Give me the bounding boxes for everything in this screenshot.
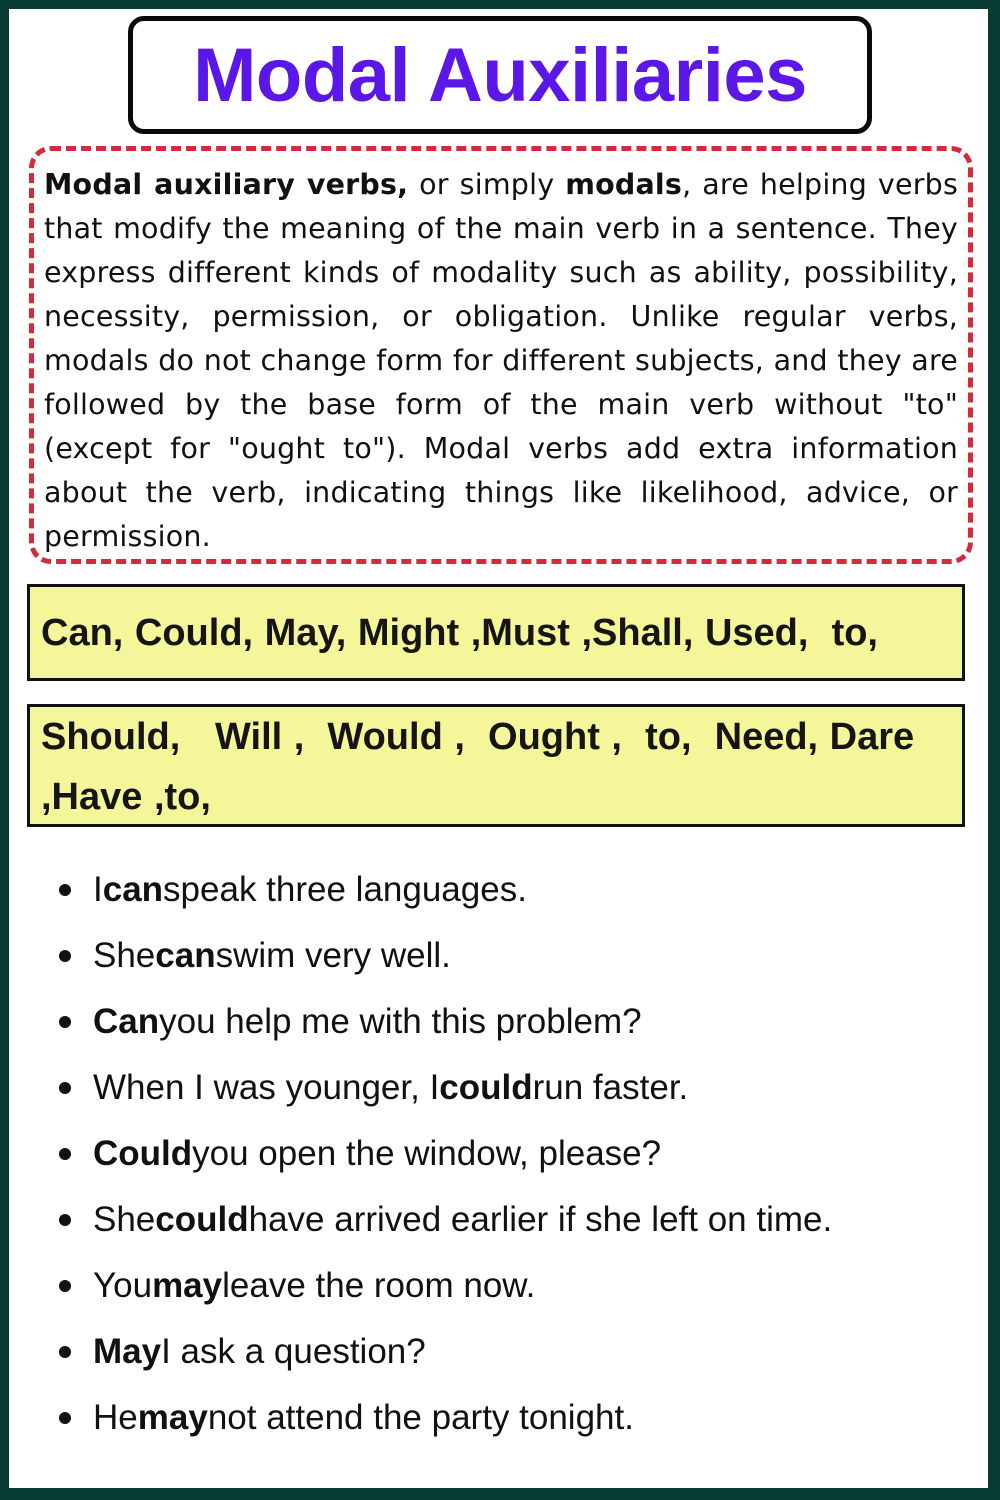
page	[9, 9, 988, 1488]
example-text: She	[93, 1200, 156, 1239]
definition-box	[29, 146, 973, 564]
bullet-icon	[59, 1280, 71, 1292]
example-modal: Can	[93, 1002, 160, 1041]
example-modal: Could	[93, 1134, 193, 1173]
example-modal: could	[439, 1068, 533, 1107]
example-text: you help me with this problem?	[159, 1002, 642, 1041]
example-text: You	[93, 1266, 153, 1305]
example-text: swim very well.	[215, 936, 451, 975]
modal-list-text: Can, Could, May, Might ,Must ,Shall, Used, to,	[41, 612, 878, 654]
list-item	[55, 857, 975, 923]
list-item	[55, 1385, 975, 1451]
list-item	[55, 1253, 975, 1319]
example-text: I	[93, 870, 103, 909]
example-text: leave the room now.	[222, 1266, 536, 1305]
title-box	[128, 16, 872, 134]
definition-term-short: modals	[565, 168, 683, 201]
bullet-icon	[59, 1148, 71, 1160]
definition-text-part: , are helping verbs that modify the meaning of the main verb in a sentence. They express different kinds of modality such as ability, possibility, necessity, permission, or obligation. Unlike regular verbs, modals do not change form for different subjects, and they are followed by the base form of the main verb without "to" (except for "ought to"). Modal verbs add extra information about the verb, indicating things like likelihood, advice, or permission.	[44, 168, 958, 553]
example-text: speak three languages.	[163, 870, 527, 909]
example-text: He	[93, 1398, 138, 1437]
bullet-icon	[59, 1214, 71, 1226]
bullet-icon	[59, 950, 71, 962]
definition-text	[44, 163, 958, 559]
bullet-icon	[59, 884, 71, 896]
modal-list-box-2	[27, 704, 965, 827]
definition-term: Modal auxiliary verbs,	[44, 168, 409, 201]
list-item	[55, 1055, 975, 1121]
example-text: She	[93, 936, 156, 975]
example-modal: could	[155, 1200, 249, 1239]
list-item	[55, 1121, 975, 1187]
example-text: I ask a question?	[161, 1332, 426, 1371]
example-modal: can	[155, 936, 216, 975]
list-item	[55, 923, 975, 989]
example-modal: can	[102, 870, 164, 909]
bullet-icon	[59, 1346, 71, 1358]
example-text: not attend the party tonight.	[207, 1398, 634, 1437]
modal-list-box-1	[27, 584, 965, 681]
example-modal: may	[137, 1398, 208, 1437]
example-text: When I was younger, I	[93, 1068, 440, 1107]
list-item	[55, 989, 975, 1055]
definition-text-part: or simply	[408, 168, 566, 201]
list-item	[55, 1319, 975, 1385]
example-text: run faster.	[532, 1068, 689, 1107]
modal-list-text: Should, Will , Would , Ought , to, Need, Dare ,Have ,to,	[41, 716, 926, 818]
example-text: you open the window, please?	[192, 1134, 662, 1173]
example-modal: May	[93, 1332, 162, 1371]
bullet-icon	[59, 1082, 71, 1094]
page-title: Modal Auxiliaries	[193, 32, 807, 118]
example-modal: may	[152, 1266, 223, 1305]
example-list	[55, 857, 975, 1451]
bullet-icon	[59, 1016, 71, 1028]
list-item	[55, 1187, 975, 1253]
bullet-icon	[59, 1412, 71, 1424]
example-text: have arrived earlier if she left on time.	[248, 1200, 833, 1239]
